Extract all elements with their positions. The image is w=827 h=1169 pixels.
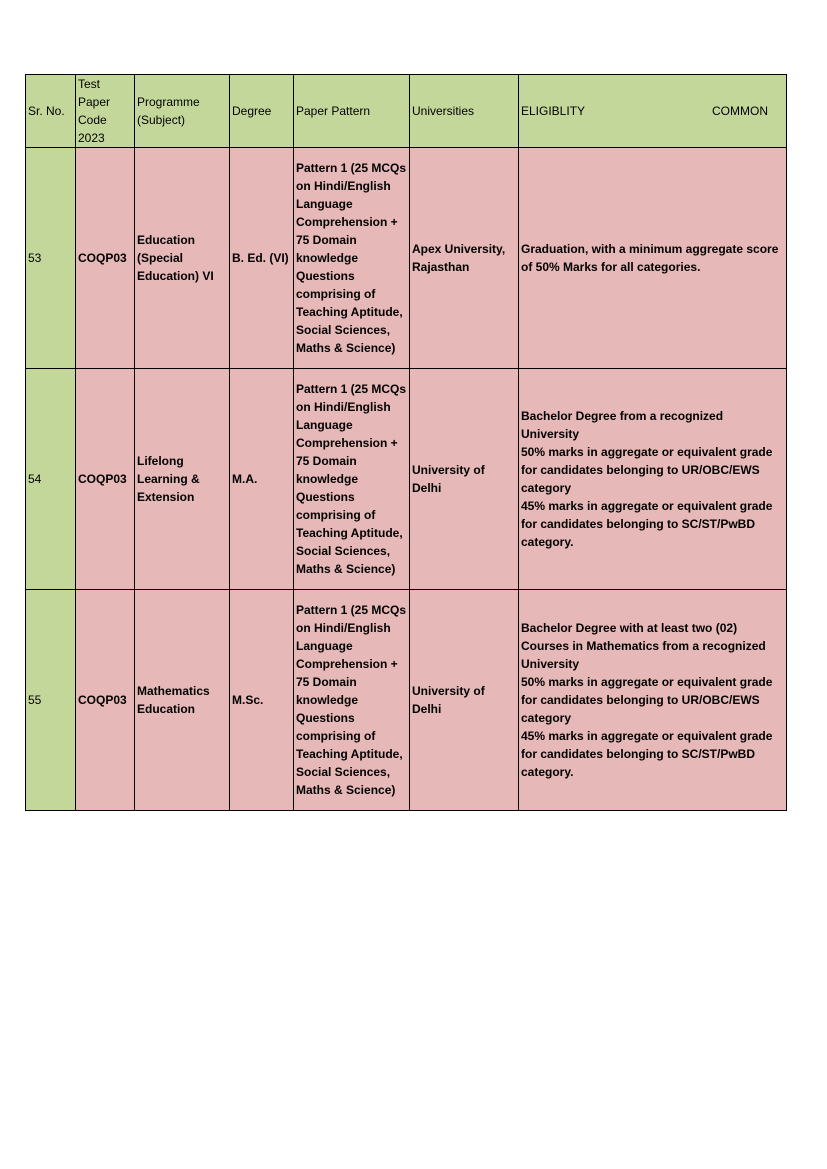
eligibility-line: Bachelor Degree from a recognized University [521,409,724,441]
programme-cell: Education (Special Education) VI [135,148,230,369]
header-row [26,75,787,148]
eligibility-line: 45% marks in aggregate or equivalent grade for candidates belonging to SC/ST/PwBD category. [521,729,773,779]
header-test-paper-code: Test Paper Code 2023 [76,75,135,148]
eligibility-cell [519,148,787,369]
university-cell: Apex University, Rajasthan [410,148,519,369]
eligibility-line: Bachelor Degree with at least two (02) Courses in Mathematics from a recognized University [521,621,766,671]
table-row [26,369,787,590]
test-paper-code-cell: COQP03 [76,590,135,811]
university-cell: University of Delhi [410,590,519,811]
test-paper-code-cell: COQP03 [76,369,135,590]
header-sr-no: Sr. No. [26,75,76,148]
header-programme: Programme (Subject) [135,75,230,148]
paper-pattern-cell: Pattern 1 (25 MCQs on Hindi/English Language Comprehension + 75 Domain knowledge Questions comprising of Teaching Aptitude, Social Sciences, Maths & Science) [294,369,410,590]
programme-cell: Mathematics Education [135,590,230,811]
test-paper-code-cell: COQP03 [76,148,135,369]
paper-pattern-cell: Pattern 1 (25 MCQs on Hindi/English Language Comprehension + 75 Domain knowledge Questions comprising of Teaching Aptitude, Social Sciences, Maths & Science) [294,148,410,369]
degree-cell: M.A. [230,369,294,590]
eligibility-line: 45% marks in aggregate or equivalent grade for candidates belonging to SC/ST/PwBD category. [521,499,773,549]
header-degree: Degree [230,75,294,148]
degree-cell: B. Ed. (VI) [230,148,294,369]
eligibility-cell [519,369,787,590]
header-paper-pattern: Paper Pattern [294,75,410,148]
sr-no-cell: 54 [26,369,76,590]
eligibility-line: Graduation, with a minimum aggregate score of 50% Marks for all categories. [521,242,779,274]
table-row [26,148,787,369]
eligibility-cell [519,590,787,811]
header-universities: Universities [410,75,519,148]
paper-pattern-cell: Pattern 1 (25 MCQs on Hindi/English Language Comprehension + 75 Domain knowledge Questions comprising of Teaching Aptitude, Social Sciences, Maths & Science) [294,590,410,811]
header-eligibility: ELIGIBLITY [521,104,586,118]
eligibility-line: 50% marks in aggregate or equivalent grade for candidates belonging to UR/OBC/EWS category [521,445,773,495]
header-eligibility-cell [519,75,787,148]
eligibility-line: 50% marks in aggregate or equivalent grade for candidates belonging to UR/OBC/EWS category [521,675,773,725]
university-cell: University of Delhi [410,369,519,590]
programme-cell: Lifelong Learning & Extension [135,369,230,590]
header-common: COMMON [712,104,768,118]
sr-no-cell: 53 [26,148,76,369]
table-row [26,590,787,811]
sr-no-cell: 55 [26,590,76,811]
degree-cell: M.Sc. [230,590,294,811]
eligibility-table [25,74,787,811]
